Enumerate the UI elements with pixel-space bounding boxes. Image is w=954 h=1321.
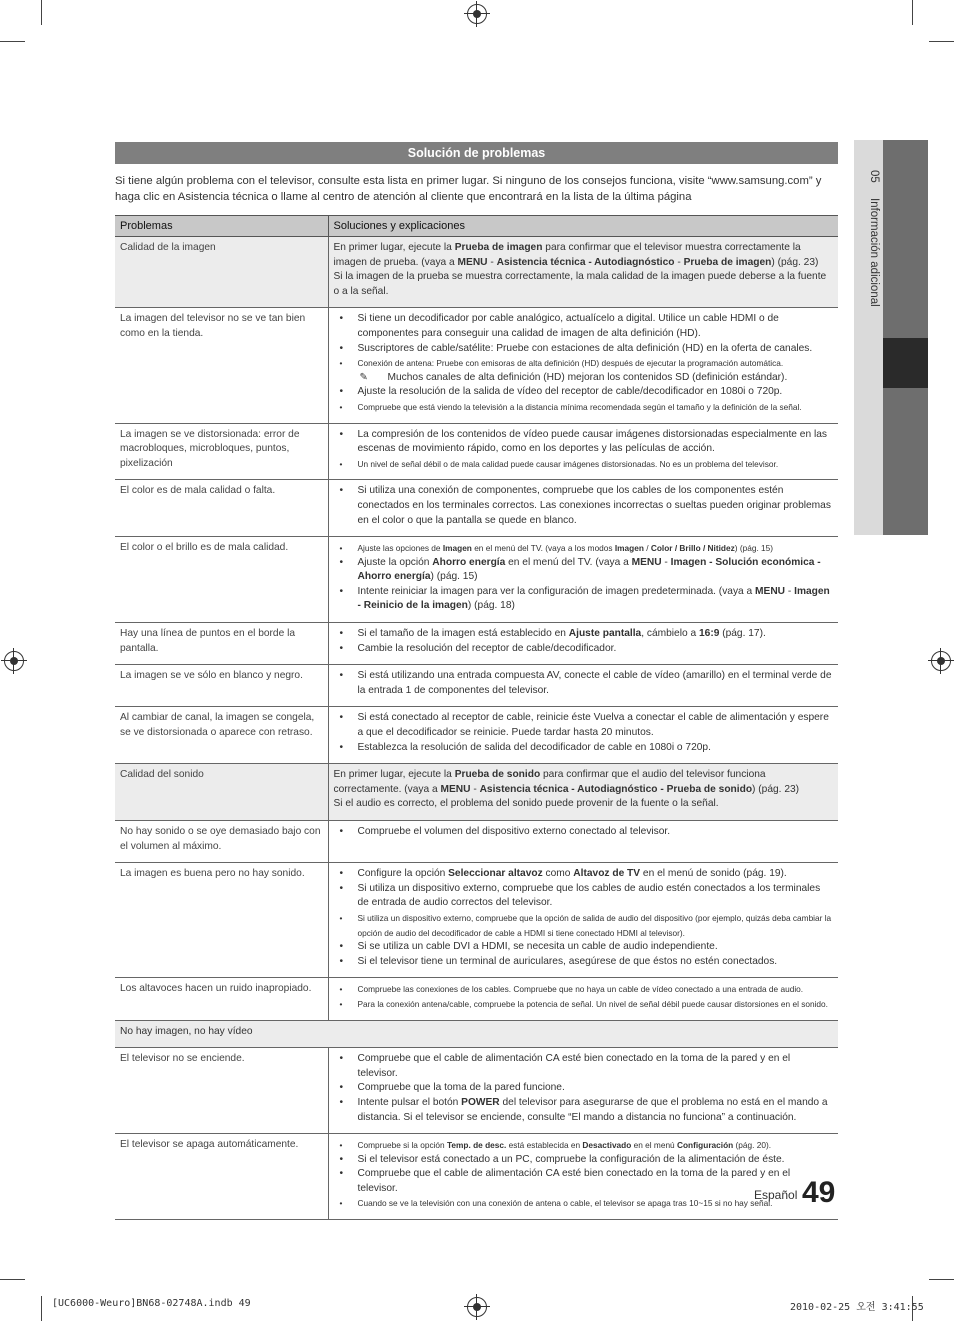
solution-bullet: • Si se utiliza un cable DVI a HDMI, se necesita un cable de audio independiente. [334,940,834,955]
table-header-row [115,216,838,237]
page-language: Español [754,1188,798,1202]
solution-cell [328,863,838,978]
solution-bullet: • Si el televisor está conectado a un PC, compruebe la configuración de la alimentación de éste. [334,1153,834,1168]
note-item: ✎ Muchos canales de alta definición (HD) mejoran los contenidos SD (definición estándar). [334,371,834,386]
solution-bullet: • Cuando se ve la televisión con una conexión de antena o cable, el televisor se apaga tras 10~15 si no hay señal. [334,1196,834,1211]
solution-bullet: • Compruebe que está viendo la televisión a la distancia mínima recomendada según el tamaño y la definición de la señal. [334,400,834,415]
print-file-info: [UC6000-Weuro]BN68-02748A.indb 49 [52,1298,251,1309]
table-row [115,707,838,764]
problem-cell: El televisor no se enciende. [115,1048,328,1134]
troubleshooting-table [115,215,838,1220]
solution-paragraph: Si el audio es correcto, el problema del sonido puede provenir de la fuente o la señal. [333,798,719,810]
solution-cell [328,423,838,480]
solution-bullet: • Cambie la resolución del receptor de cable/decodificador. [334,642,834,657]
registration-mark-icon [467,1297,487,1317]
problem-cell: No hay sonido o se oye demasiado bajo con el volumen al máximo. [115,821,328,863]
print-date-info: 2010-02-25 오전 3:41:55 [790,1302,924,1313]
problem-cell: La imagen se ve sólo en blanco y negro. [115,665,328,707]
solution-bullet: • Si el televisor tiene un terminal de auriculares, asegúrese de que éstos no estén conectados. [334,955,834,970]
solution-cell [328,707,838,764]
solution-bullet: • Ajuste la opción Ahorro energía en el menú del TV. (vaya a MENU - Imagen - Solución económica - Ahorro energía) (pág. 15) [334,556,834,585]
solution-bullet: • Compruebe si la opción Temp. de desc. está establecida en Desactivado en el menú Configuración (pág. 20). [334,1138,834,1153]
table-row [115,623,838,665]
chapter-number: 05 [868,170,880,183]
solution-bullet: • Si utiliza un dispositivo externo, compruebe que los cables de audio estén conectados a los terminales de entrada de audio correctos del televisor. [334,882,834,911]
solution-bullet: • Conexión de antena: Pruebe con emisoras de alta definición (HD) después de ejecutar la programación automática. [334,356,834,371]
table-row [115,480,838,537]
table-section-row [115,1020,838,1048]
chapter-tab-marker [883,338,928,388]
crop-mark [41,0,42,25]
problem-cell: La imagen es buena pero no hay sonido. [115,863,328,978]
table-row [115,237,838,308]
solution-bullet: • Intente reiniciar la imagen para ver la configuración de imagen predeterminada. (vaya a MENU - Imagen - Reinicio de la imagen) (pág. 18) [334,585,834,614]
solution-paragraph: En primer lugar, ejecute la Prueba de imagen para confirmar que el televisor muestra correctamente la imagen de prueba. (vaya a MENU - Asistencia técnica - Autodiagnóstico - Prueba de imagen) (pág. 23) [333,242,819,268]
problem-cell: La imagen del televisor no se ve tan bien como en la tienda. [115,308,328,423]
problem-cell: El color es de mala calidad o falta. [115,480,328,537]
table-row [115,764,838,821]
table-row [115,308,838,423]
solution-cell [328,665,838,707]
chapter-title: Información adicional [868,198,880,307]
solution-cell [328,308,838,423]
crop-mark [0,1279,25,1280]
solution-paragraph: Si la imagen de la prueba se muestra correctamente, la mala calidad de la imagen puede deberse a la fuente o a la señal. [333,271,827,297]
solution-bullet: • Si tiene un decodificador por cable analógico, actualícelo a digital. Utilice un cable HDMI o de componentes para conseguir una calidad de imagen de alta definición (HD). [334,312,834,341]
table-row [115,665,838,707]
solution-cell [328,1048,838,1134]
problem-cell: El color o el brillo es de mala calidad. [115,537,328,623]
solution-bullet: • Establezca la resolución de salida del decodificador de cable en 1080i o 720p. [334,741,834,756]
registration-mark-icon [931,651,951,671]
crop-mark [0,41,25,42]
table-row [115,1048,838,1134]
solution-cell [328,1134,838,1220]
problem-cell: Calidad del sonido [115,764,328,821]
table-row [115,537,838,623]
problem-cell: Hay una línea de puntos en el borde la pantalla. [115,623,328,665]
solution-bullet: • Un nivel de señal débil o de mala calidad puede causar imágenes distorsionadas. No es un problema del televisor. [334,457,834,472]
solution-bullet: • Si el tamaño de la imagen está establecido en Ajuste pantalla, cámbielo a 16:9 (pág. 17). [334,627,834,642]
solution-cell [328,764,838,821]
solution-bullet: • Si utiliza una conexión de componentes, compruebe que los cables de los componentes estén conectados en los terminales correctos. Las conexiones incorrectas o sueltas pueden originar problemas en el color o que la pantalla se quede en blanco. [334,484,834,528]
page-number: 49 [802,1176,836,1209]
crop-mark [41,1296,42,1321]
registration-mark-icon [467,4,487,24]
solution-bullet: • Compruebe que el cable de alimentación CA esté bien conectado en la toma de la pared y en el televisor. [334,1052,834,1081]
crop-mark [912,0,913,25]
solution-bullet: • Intente pulsar el botón POWER del televisor para asegurarse de que el problema no está en el mando a distancia. Si el televisor se enciende, consulte “El mando a distancia no funciona” a continuación. [334,1096,834,1125]
crop-mark [929,41,954,42]
table-row [115,821,838,863]
table-row [115,423,838,480]
solution-bullet: • Para la conexión antena/cable, compruebe la potencia de señal. Un nivel de señal débil puede causar distorsiones en el sonido. [334,997,834,1012]
solution-bullet: • Si utiliza un dispositivo externo, compruebe que la opción de salida de audio del dispositivo (por ejemplo, quizás deba cambiar la opción de audio del decodificador de cable a HDMI si tiene conectado HDMI al televisor). [334,911,834,940]
solution-cell [328,978,838,1020]
table-row [115,978,838,1020]
column-header-solutions: Soluciones y explicaciones [328,216,838,237]
solution-cell [328,537,838,623]
crop-mark [929,1279,954,1280]
solution-cell [328,237,838,308]
solution-bullet: • La compresión de los contenidos de vídeo puede causar imágenes distorsionadas especialmente en las escenas de movimiento rápido, como en los deportes y las películas de acción. [334,428,834,457]
problem-cell: La imagen se ve distorsionada: error de macrobloques, microbloques, puntos, pixelización [115,423,328,480]
problem-cell: Al cambiar de canal, la imagen se congela, se ve distorsionada o aparece con retraso. [115,707,328,764]
solution-bullet: • Ajuste las opciones de Imagen en el menú del TV. (vaya a los modos Imagen / Color / Brillo / Nitidez) (pág. 15) [334,541,834,556]
problem-cell: El televisor se apaga automáticamente. [115,1134,328,1220]
solution-bullet: • Compruebe el volumen del dispositivo externo conectado al televisor. [334,825,834,840]
problem-cell: Calidad de la imagen [115,237,328,308]
solution-bullet: • Compruebe que el cable de alimentación CA esté bien conectado en la toma de la pared y en el televisor. [334,1167,834,1196]
solution-paragraph: En primer lugar, ejecute la Prueba de sonido para confirmar que el audio del televisor funciona correctamente. (vaya a MENU - Asistencia técnica - Autodiagnóstico - Prueba de sonido) (pág. 23) [333,769,800,795]
section-title: Solución de problemas [115,142,838,164]
table-row [115,1134,838,1220]
solution-bullet: • Compruebe que la toma de la pared funcione. [334,1081,834,1096]
solution-bullet: • Suscriptores de cable/satélite: Pruebe con estaciones de alta definición (HD) en la oferta de canales. [334,342,834,357]
solution-cell [328,821,838,863]
solution-cell [328,480,838,537]
column-header-problems: Problemas [115,216,328,237]
solution-bullet: • Si está utilizando una entrada compuesta AV, conecte el cable de vídeo (amarillo) en el terminal verde de la entrada 1 de componentes del televisor. [334,669,834,698]
solution-bullet: • Si está conectado al receptor de cable, reinicie éste Vuelva a conectar el cable de alimentación y espere a que el decodificador se reinicie. Puede tardar hasta 20 minutos. [334,711,834,740]
chapter-label [860,170,880,307]
registration-mark-icon [4,651,24,671]
problem-cell: Los altavoces hacen un ruido inapropiado. [115,978,328,1020]
solution-bullet: • Ajuste la resolución de la salida de vídeo del receptor de cable/decodificador en 1080i o 720p. [334,385,834,400]
solution-cell [328,623,838,665]
intro-paragraph: Si tiene algún problema con el televisor, consulte esta lista en primer lugar. Si ninguno de los consejos funciona, visite “www.samsung.com” y haga clic en Asistencia técnica o llame al centro de atención al cliente que encontrará en la lista de la última página [115,175,822,203]
section-heading: No hay imagen, no hay vídeo [115,1020,838,1048]
solution-bullet: • Compruebe las conexiones de los cables. Compruebe que no haya un cable de vídeo conectado a una entrada de audio. [334,982,834,997]
table-row [115,863,838,978]
solution-bullet: • Configure la opción Seleccionar altavoz como Altavoz de TV en el menú de sonido (pág. 19). [334,867,834,882]
